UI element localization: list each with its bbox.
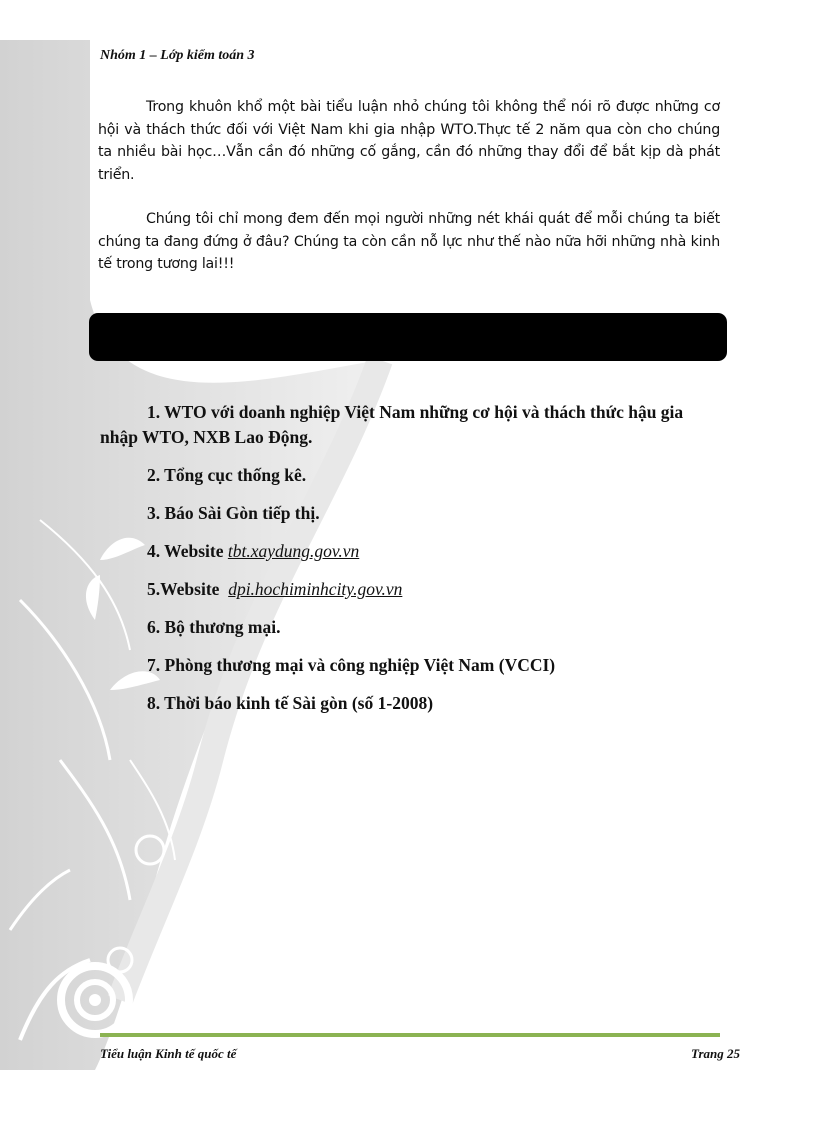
- footer-rule: [100, 1033, 720, 1037]
- page-number: Trang 25: [691, 1046, 740, 1061]
- reference-item-5: 5.Website dpi.hochiminhcity.gov.vn: [147, 579, 403, 599]
- reference-item-3: 3. Báo Sài Gòn tiếp thị.: [147, 503, 320, 523]
- website-link-hochiminhcity[interactable]: dpi.hochiminhcity.gov.vn: [228, 579, 403, 599]
- reference-item-4: 4. Website tbt.xaydung.gov.vn: [147, 541, 360, 561]
- paragraph-2: Chúng tôi chỉ mong đem đến mọi người những nét khái quát để mỗi chúng ta biết chúng ta đang đứng ở đâu? Chúng ta còn cần nỗ lực như thế nào nữa hỡi những nhà kinh tế trong tương lai!!!: [98, 211, 720, 272]
- reference-item-1: 1. WTO với doanh nghiệp Việt Nam những cơ hội và thách thức hậu gia nhập WTO, NXB Lao Động.: [100, 402, 684, 447]
- reference-item-2: 2. Tổng cục thống kê.: [147, 465, 307, 485]
- section-title-bar: [89, 313, 727, 361]
- reference-item-6: 6. Bộ thương mại.: [147, 617, 281, 637]
- page-header: Nhóm 1 – Lớp kiểm toán 3: [100, 48, 255, 63]
- reference-item-8: 8. Thời báo kinh tế Sài gòn (số 1-2008): [147, 693, 434, 713]
- website-link-xaydung[interactable]: tbt.xaydung.gov.vn: [227, 541, 360, 561]
- reference-item-7: 7. Phòng thương mại và công nghiệp Việt Nam (VCCI): [147, 655, 556, 675]
- footer-title: Tiểu luận Kinh tế quốc tế: [100, 1046, 237, 1061]
- paragraph-1: Trong khuôn khổ một bài tiểu luận nhỏ chúng tôi không thể nói rõ được những cơ hội và thách thức đối với Việt Nam khi gia nhập WTO.Thực tế 2 năm qua còn cho chúng ta nhiều bài học…Vẫn cần đó những cố gắng, cần đó những thay đổi để bắt kịp dà phát triển.: [98, 99, 720, 183]
